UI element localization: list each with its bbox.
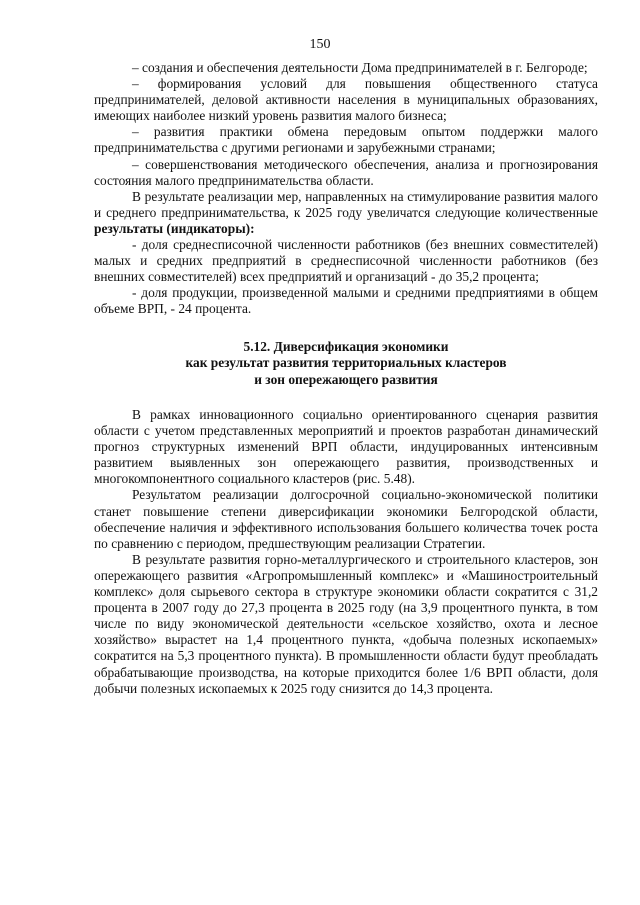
indicator-item: - доля продукции, произведенной малыми и средними предприятиями в общем объеме ВРП, - 24 процента.: [94, 285, 598, 317]
results-paragraph: [94, 189, 598, 237]
list-item: – создания и обеспечения деятельности Дома предпринимателей в г. Белгороде;: [132, 60, 588, 75]
section-heading-line-1: 5.12. Диверсификация экономики: [243, 338, 449, 354]
list-item: – развития практики обмена передовым опытом поддержки малого предпринимательства с другими регионами и зарубежными странами;: [94, 124, 598, 156]
section-paragraph: В рамках инновационного социально ориентированного сценария развития области с учетом представленных мероприятий и проектов разработан динамический прогноз структурных изменений ВРП области, индуцированных интенсивным развитием выявленных зон опережающего развития, производственных и многокомпонентного социального кластеров (рис. 5.48).: [94, 407, 598, 487]
results-paragraph-text: В результате реализации мер, направленных на стимулирование развития малого и среднего предпринимательства, к 2025 году увеличатся следующие количественные: [94, 188, 598, 220]
list-item: – формирования условий для повышения общественного статуса предпринимателей, деловой активности населения в муниципальных образованиях, имеющих наиболее низкий уровень развития малого бизнеса;: [94, 76, 598, 124]
section-heading-line-3: и зон опережающего развития: [254, 371, 438, 387]
section-paragraph: Результатом реализации долгосрочной социально-экономической политики станет повышение степени диверсификации экономики Белгородской области, обеспечение наличия и эффективного использования большего количества точек роста по сравнению с периодом, предшествующим реализации Стратегии.: [94, 487, 598, 551]
indicator-item: - доля среднесписочной численности работников (без внешних совместителей) малых и средних предприятий в среднесписочной численности работников (без внешних совместителей) всех предприятий и организаций - до 35,2 процента;: [94, 237, 598, 285]
section-heading-line-2: как результат развития территориальных кластеров: [185, 355, 507, 370]
section-heading: [94, 339, 598, 389]
page-content: [94, 60, 598, 697]
list-item: – совершенствования методического обеспечения, анализа и прогнозирования состояния малого предпринимательства области.: [94, 156, 598, 188]
page-number: 150: [309, 37, 331, 52]
results-indicators-label: результаты (индикаторы):: [94, 220, 255, 236]
section-paragraph: В результате развития горно-металлургического и строительного кластеров, зон опережающего развития «Агропромышленный комплекс» и «Машиностроительный комплекс» доля сырьевого сектора в структуре экономики области сократится с 31,2 процента в 2007 году до 27,3 процента в 2025 году (на 3,9 процентного пункта, в том числе по виду экономической деятельности «сельское хозяйство, охота и лесное хозяйство» вырастет на 1,4 процентного пункта, «добыча полезных ископаемых» сократится на 5,3 процентного пункта). В промышленности области будут преобладать обрабатывающие производства, на которые приходится более 1/6 ВРП области, доля добычи полезных ископаемых к 2025 году снизится до 14,3 процента.: [94, 551, 598, 696]
